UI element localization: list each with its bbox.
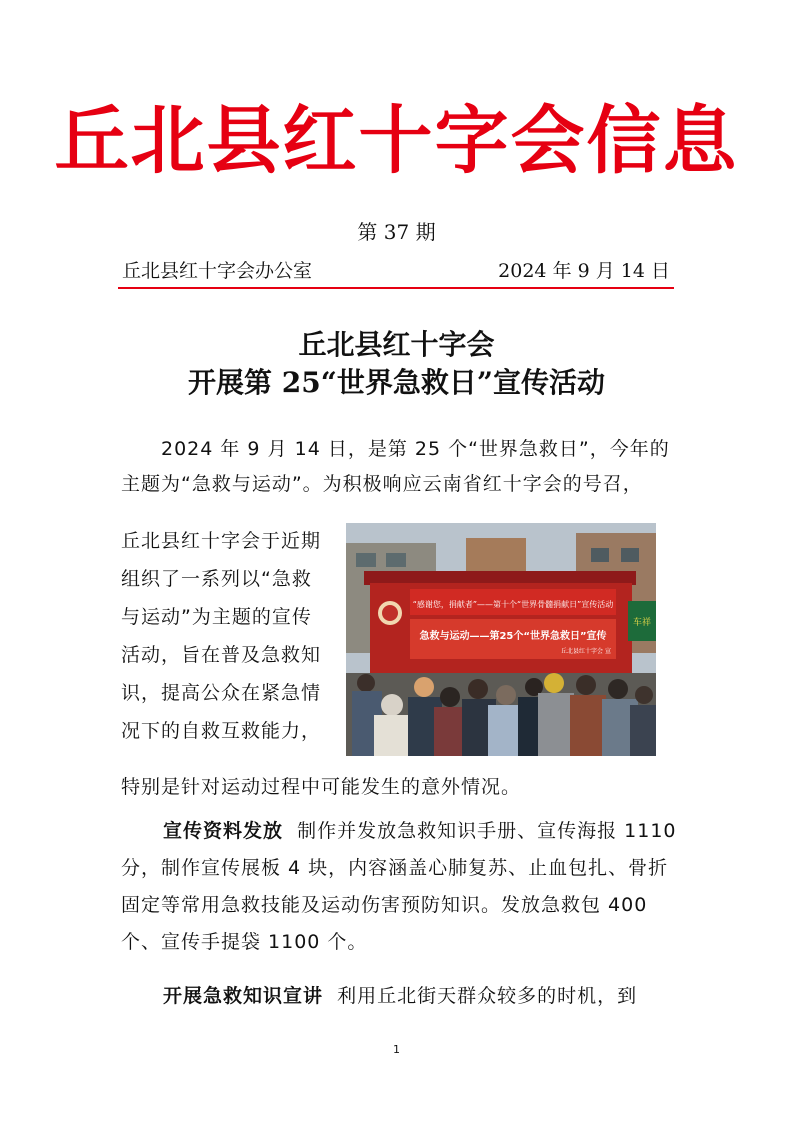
paragraph-intro-line2: 主题为“急救与运动”。为积极响应云南省红十字会的号召，: [121, 473, 643, 495]
paragraph-intro-wrapped: [121, 522, 351, 750]
wrap-line: 与运动”为主题的宣传: [121, 606, 312, 628]
paragraph-intro-tail: 特别是针对运动过程中可能发生的意外情况。: [121, 776, 522, 798]
photo-side-sign: 车祥: [632, 618, 652, 628]
article-title-line2: 开展第 25“世界急救日”宣传活动: [188, 366, 605, 399]
wrap-line: 组织了一系列以“急救: [121, 568, 312, 590]
paragraph-lecture-lead: 开展急救知识宣讲: [163, 985, 324, 1007]
masthead-title: 丘北县红十字会信息: [54, 98, 739, 184]
paragraph-intro-line1: 2024 年 9 月 14 日，是第 25 个“世界急救日”，今年的: [161, 438, 670, 460]
page-number: 1: [393, 1043, 400, 1056]
issue-date: 2024 年 9 月 14 日: [498, 260, 670, 282]
wrap-line: 活动，旨在普及急救知: [121, 644, 322, 666]
paragraph-materials-lead: 宣传资料发放: [163, 820, 284, 842]
paragraph-materials: [121, 813, 677, 961]
article-title-line1: 丘北县红十字会: [298, 328, 495, 361]
paragraph-lecture: [121, 979, 677, 1014]
photo-banner-main: 急救与运动——第25个“世界急救日”宣传: [419, 631, 607, 642]
photo-banner-sign: 丘北县红十字会 宣: [561, 648, 611, 655]
event-photo: [346, 523, 656, 756]
meta-row: [118, 256, 672, 286]
photo-banner-top: “感谢您，捐献者”——第十个“世界骨髓捐献日”宣传活动: [412, 600, 614, 609]
wrap-line: 况下的自救互救能力，: [121, 720, 322, 742]
wrap-line: 丘北县红十字会于近期: [121, 530, 322, 552]
paragraph-materials-text: 制作并发放急救知识手册、宣传海报 1110 分，制作宣传展板 4 块，内容涵盖心肺复苏、止血包扎、骨折固定等常用急救技能及运动伤害预防知识。发放急救包 400 个、宣传手提袋 1100 个。: [121, 820, 677, 953]
paragraph-lecture-text: 利用丘北街天群众较多的时机，到: [337, 985, 638, 1007]
wrap-line: 识，提高公众在紧急情: [121, 682, 322, 704]
header-divider: [118, 287, 674, 289]
issue-number: 第 37 期: [357, 220, 436, 244]
article-title: [0, 326, 793, 402]
paragraph-intro: [121, 432, 677, 502]
issuing-office: 丘北县红十字会办公室: [122, 260, 313, 282]
